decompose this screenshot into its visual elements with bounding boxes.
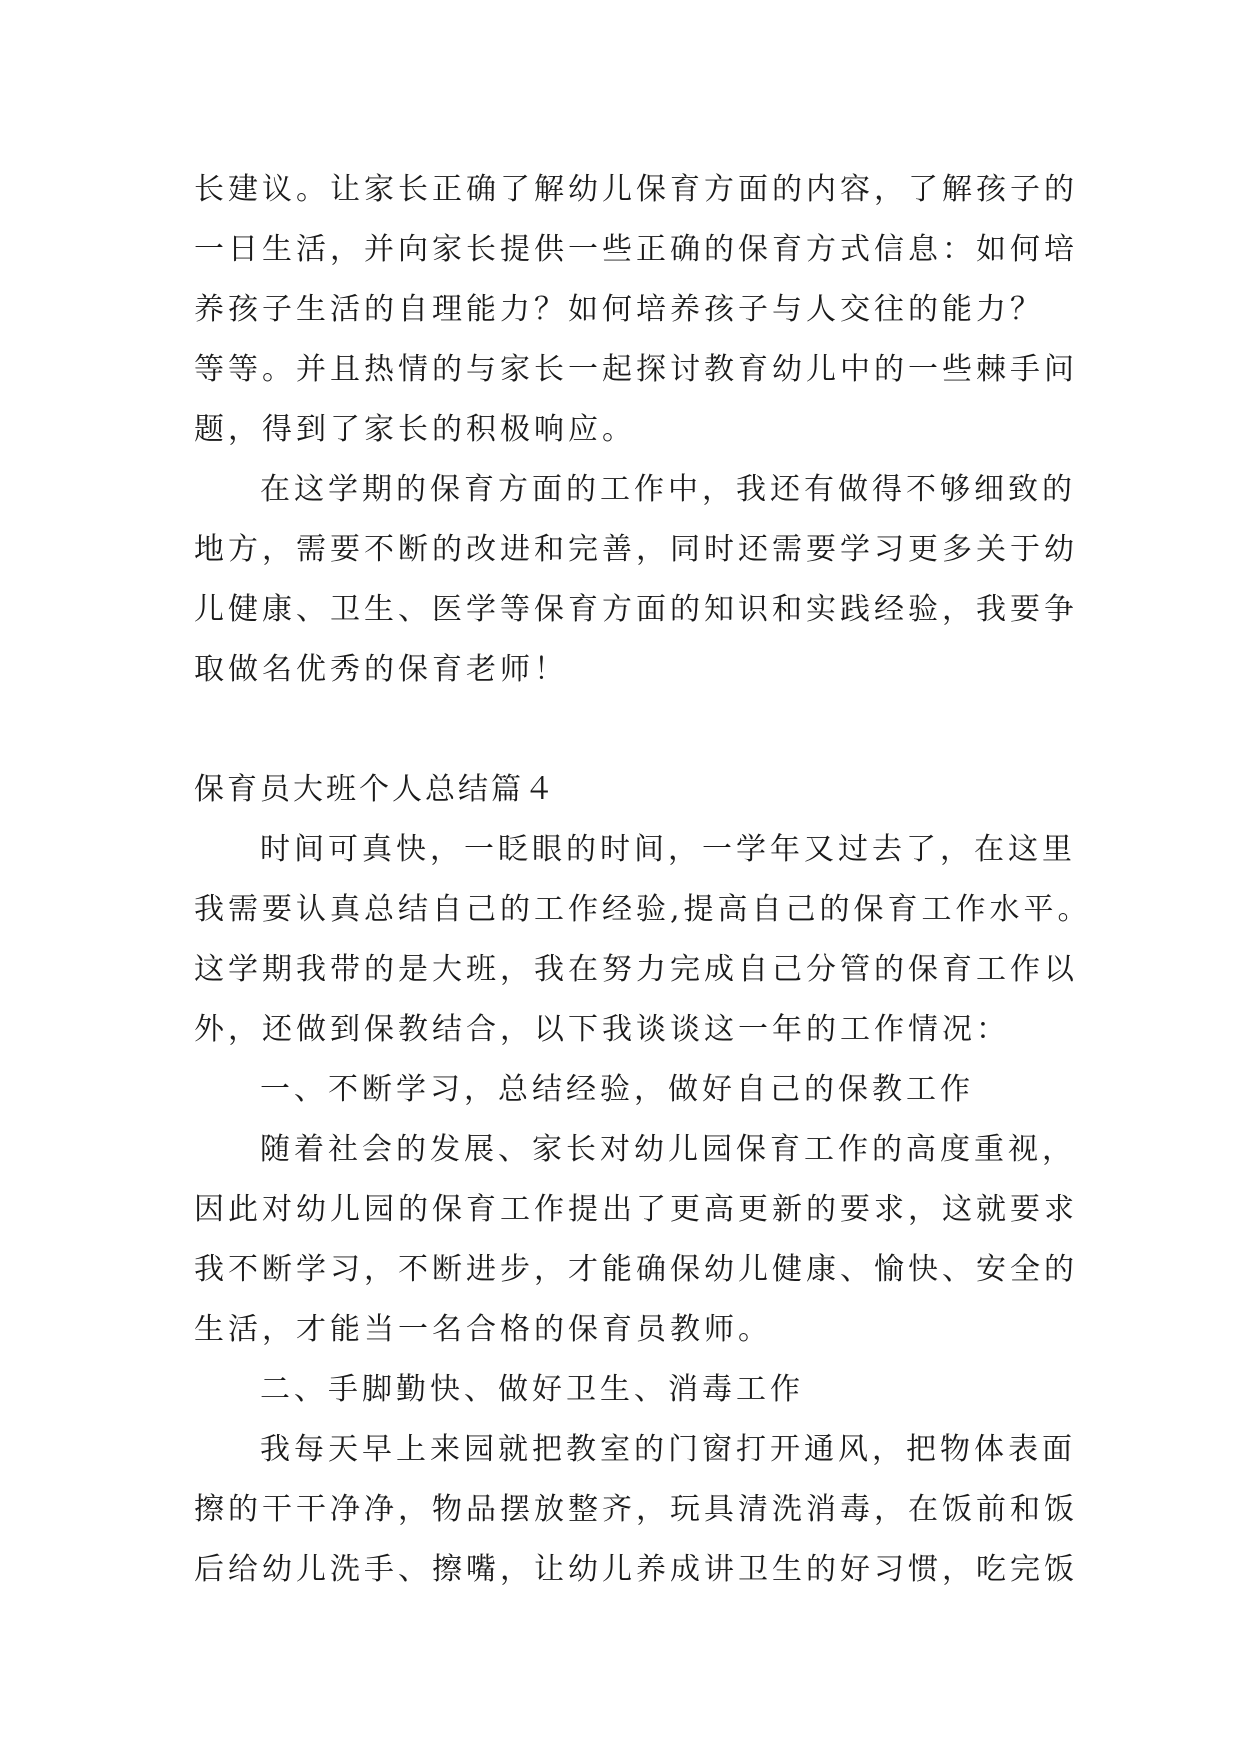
section-title-learning: 一、不断学习，总结经验，做好自己的保教工作 xyxy=(260,1072,974,1107)
text-line: 儿健康、卫生、医学等保育方面的知识和实践经验，我要争 xyxy=(194,592,1078,627)
text-line: 外，还做到保教结合，以下我谈谈这一年的工作情况： xyxy=(194,1012,1010,1047)
text-line: 等等。并且热情的与家长一起探讨教育幼儿中的一些棘手问 xyxy=(194,352,1078,387)
text-line: 我每天早上来园就把教室的门窗打开通风，把物体表面 xyxy=(260,1432,1076,1467)
paragraph-hygiene xyxy=(194,1420,1078,1600)
text-line: 题，得到了家长的积极响应。 xyxy=(194,412,636,447)
text-line: 我不断学习，不断进步，才能确保幼儿健康、愉快、安全的 xyxy=(194,1252,1078,1287)
text-line: 擦的干干净净，物品摆放整齐，玩具清洗消毒，在饭前和饭 xyxy=(194,1492,1078,1527)
text-line: 地方，需要不断的改进和完善，同时还需要学习更多关于幼 xyxy=(194,532,1078,567)
text-line: 这学期我带的是大班，我在努力完成自己分管的保育工作以 xyxy=(194,952,1078,987)
text-line: 长建议。让家长正确了解幼儿保育方面的内容，了解孩子的 xyxy=(194,172,1078,207)
section-title-hygiene: 二、手脚勤快、做好卫生、消毒工作 xyxy=(260,1372,804,1407)
article-heading: 保育员大班个人总结篇４ xyxy=(194,772,557,807)
paragraph-learning xyxy=(194,1120,1078,1360)
document-body xyxy=(194,160,1092,1600)
paragraph-introduction xyxy=(194,820,1092,1060)
section-gap xyxy=(194,700,1074,760)
text-line: 后给幼儿洗手、擦嘴，让幼儿养成讲卫生的好习惯，吃完饭 xyxy=(194,1552,1078,1587)
text-line: 养孩子生活的自理能力？如何培养孩子与人交往的能力？ xyxy=(194,292,1044,327)
text-line: 在这学期的保育方面的工作中，我还有做得不够细致的 xyxy=(260,472,1076,507)
text-line: 因此对幼儿园的保育工作提出了更高更新的要求，这就要求 xyxy=(194,1192,1078,1227)
text-line: 取做名优秀的保育老师！ xyxy=(194,652,568,687)
text-line: 随着社会的发展、家长对幼儿园保育工作的高度重视， xyxy=(260,1132,1076,1167)
text-line: 一日生活，并向家长提供一些正确的保育方式信息：如何培 xyxy=(194,232,1078,267)
paragraph-self-improvement xyxy=(194,460,1078,700)
text-line: 时间可真快，一眨眼的时间，一学年又过去了，在这里 xyxy=(260,832,1076,867)
text-line: 我需要认真总结自己的工作经验,提高自己的保育工作水平。 xyxy=(194,892,1092,927)
paragraph-parent-suggestions xyxy=(194,160,1078,460)
text-line: 生活，才能当一名合格的保育员教师。 xyxy=(194,1312,772,1347)
